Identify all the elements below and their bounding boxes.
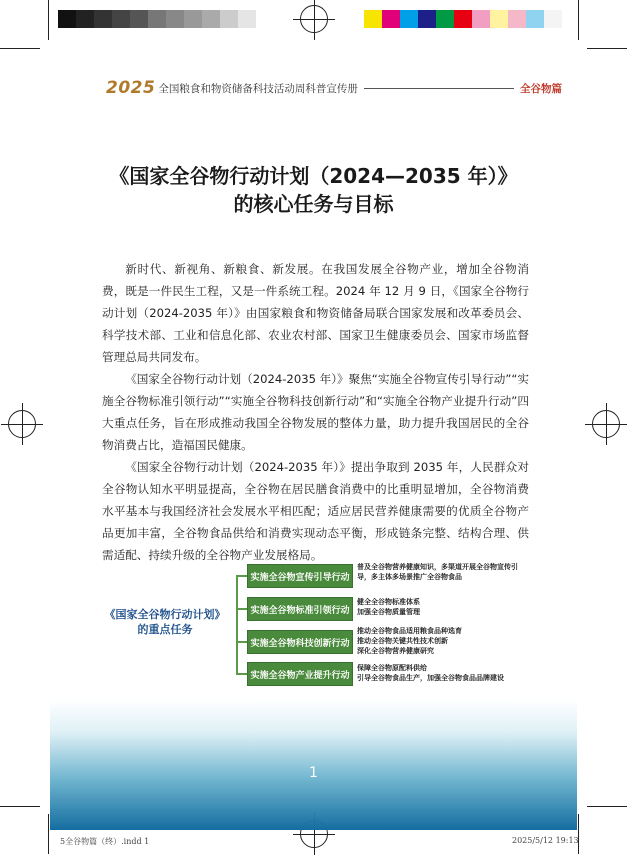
- task-box-standards: 实施全谷物标准引领行动: [247, 597, 353, 621]
- header-section: 全谷物篇: [520, 82, 562, 95]
- connector-branch: [236, 575, 247, 577]
- color-swatch-bar: [364, 10, 562, 28]
- task-desc-line: 健全全谷物标准体系: [357, 598, 420, 606]
- page-number: 1: [309, 765, 318, 781]
- header-title: 全国粮食和物资储备科技活动周科普宣传册: [158, 82, 358, 95]
- crop-mark: [587, 806, 627, 807]
- running-header: [106, 78, 562, 98]
- registration-mark-top: [300, 5, 328, 33]
- task-box-industry: 实施全谷物产业提升行动: [247, 662, 353, 686]
- print-slug-timestamp: 2025/5/12 19:13: [512, 836, 579, 845]
- crop-mark: [0, 806, 40, 807]
- task-desc-standards: [357, 597, 547, 617]
- crop-mark: [48, 0, 49, 40]
- task-desc-innovation: [357, 626, 547, 656]
- task-desc-promotion: [357, 562, 547, 582]
- crop-mark: [48, 814, 49, 854]
- diagram-label-line1: 《国家全谷物行动计划》: [104, 608, 226, 621]
- task-box-promotion: 实施全谷物宣传引导行动: [247, 564, 353, 588]
- task-desc-line: 保障全谷物原配料供给: [357, 664, 427, 672]
- task-desc-line: 推动全谷物关键共性技术创新: [357, 637, 448, 645]
- paragraph: 《国家全谷物行动计划（2024-2035 年）》提出争取到 2035 年，人民群众对全谷物认知水平明显提高，全谷物在居民膳食消费中的比重明显增加，全谷物消费水平基本与我国经济社会发展水平相匹配；适应居民营养健康需要的优质全谷物产品更加丰富，全谷物食品供给和消费实现动态平衡，形成链条完整、结构合理、供需适配、持续升级的全谷物产业发展格局。: [102, 460, 529, 562]
- diagram-label-line2: 的重点任务: [137, 623, 193, 636]
- paragraph: 《国家全谷物行动计划（2024-2035 年）》聚焦“实施全谷物宣传引导行动”“实施全谷物标准引领行动”“实施全谷物科技创新行动”和“实施全谷物产业提升行动”四大重点任务，旨在形成推动我国全谷物发展的整体力量，助力提升我国居民的全谷物消费占比，造福国民健康。: [102, 372, 529, 452]
- print-slug-filename: 5全谷物篇（终）.indd 1: [60, 837, 150, 846]
- paragraph: 新时代、新视角、新粮食、新发展。在我国发展全谷物产业，增加全谷物消费，既是一件民生工程，又是一件系统工程。2024 年 12 月 9 日，《国家全谷物行动计划（2024-2035 年）》由国家粮食和物资储备局联合国家发展和改革委员会、科学技术部、工业和信息化部、农业农村部、国家卫生健康委员会、国家市场监督管理总局共同发布。: [102, 262, 529, 364]
- task-box-innovation: 实施全谷物科技创新行动: [247, 630, 353, 654]
- page-title-line1: 《国家全谷物行动计划（2024—2035 年）》: [109, 164, 518, 188]
- task-desc-line: 深化全谷物营养健康研究: [357, 647, 434, 655]
- header-year: 2025: [106, 78, 156, 98]
- crop-mark: [578, 814, 579, 854]
- task-desc-line: 导，多主体多场景推广全谷物食品: [357, 573, 462, 581]
- key-tasks-diagram: [90, 555, 540, 695]
- connector-branch: [236, 673, 247, 675]
- crop-mark: [0, 48, 40, 49]
- registration-mark-left: [8, 410, 36, 438]
- task-desc-line: 普及全谷物营养健康知识，多渠道开展全谷物宣传引: [357, 563, 518, 571]
- body-text: [102, 258, 529, 566]
- page-title-line2: 的核心任务与目标: [233, 192, 394, 216]
- task-desc-industry: [357, 663, 547, 683]
- task-desc-line: 引导全谷物食品生产，加强全谷物食品品牌建设: [357, 674, 504, 682]
- task-desc-line: 推动全谷物食品适用粮食品种选育: [357, 627, 462, 635]
- connector-branch: [236, 608, 247, 610]
- registration-mark-right: [592, 410, 620, 438]
- grayscale-swatch-bar: [58, 10, 256, 28]
- task-desc-line: 加强全谷物质量管理: [357, 608, 420, 616]
- connector-branch: [236, 641, 247, 643]
- crop-mark: [587, 48, 627, 49]
- crop-mark: [578, 0, 579, 40]
- diagram-label: [90, 607, 240, 637]
- connector-vertical: [236, 575, 238, 674]
- page-title: [0, 162, 627, 218]
- header-rule: [364, 88, 514, 89]
